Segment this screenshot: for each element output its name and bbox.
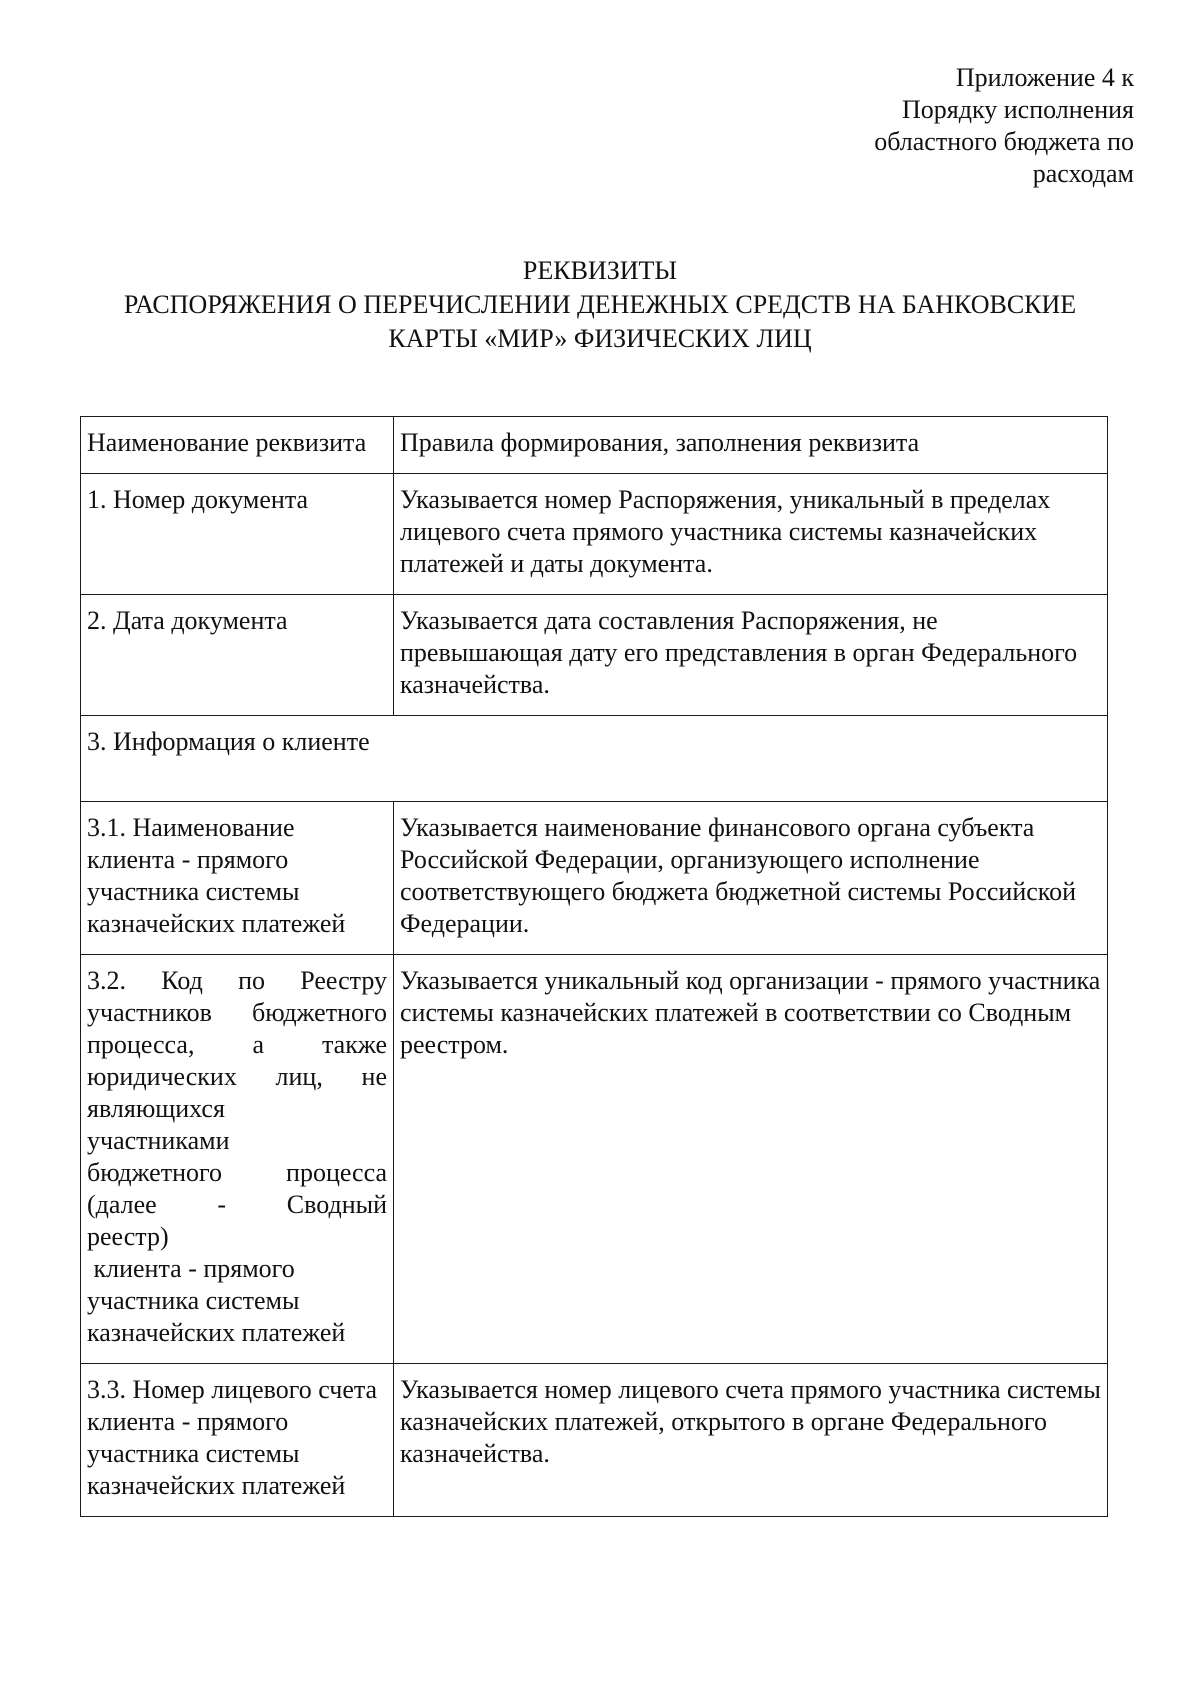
table-row — [81, 955, 1108, 1364]
requisite-name: 3.3. Номер лицевого счета клиента - прямого участника системы казначейских платежей — [81, 1364, 394, 1517]
name-line: бюджетного процесса — [87, 1158, 387, 1187]
title-line: РЕКВИЗИТЫ — [522, 256, 678, 285]
name-line: процесса, а также — [87, 1030, 387, 1059]
appendix-line: областного бюджета по — [874, 127, 1134, 156]
name-line: (далее - Сводный — [87, 1190, 387, 1219]
requisite-rule: Указывается дата составления Распоряжения, не превышающая дату его представления в орган Федерального казначейства. — [394, 595, 1108, 716]
name-line: реестр) — [87, 1222, 169, 1251]
name-line: клиента - прямого — [87, 1254, 295, 1283]
appendix-line: расходам — [1032, 159, 1134, 188]
title-line: КАРТЫ «МИР» ФИЗИЧЕСКИХ ЛИЦ — [388, 324, 812, 353]
requisite-rule: Указывается номер Распоряжения, уникальный в пределах лицевого счета прямого участника системы казначейских платежей и даты документа. — [394, 474, 1108, 595]
table-row — [81, 716, 1108, 802]
appendix-line: Приложение 4 к — [955, 63, 1134, 92]
name-line: участниками — [87, 1126, 230, 1155]
table-row — [81, 595, 1108, 716]
appendix-line: Порядку исполнения — [902, 95, 1134, 124]
name-line: участника системы — [87, 1286, 300, 1315]
table-row — [81, 802, 1108, 955]
document-title — [60, 254, 1140, 356]
requisite-name: 3. Информация о клиенте — [81, 716, 394, 802]
appendix-reference — [874, 62, 1134, 190]
requisite-name: 3.1. Наименование клиента - прямого участника системы казначейских платежей — [81, 802, 394, 955]
requisite-rule: Указывается уникальный код организации - прямого участника системы казначейских платежей в соответствии со Сводным реестром. — [394, 955, 1108, 1364]
requisite-rule: Указывается номер лицевого счета прямого участника системы казначейских платежей, открытого в органе Федерального казначейства. — [394, 1364, 1108, 1517]
table-header-row — [81, 417, 1108, 474]
requisite-name: 2. Дата документа — [81, 595, 394, 716]
name-line: участников бюджетного — [87, 998, 387, 1027]
requisite-name: 1. Номер документа — [81, 474, 394, 595]
requisite-rule: Указывается наименование финансового органа субъекта Российской Федерации, организующего исполнение соответствующего бюджета бюджетной системы Российской Федерации. — [394, 802, 1108, 955]
title-line: РАСПОРЯЖЕНИЯ О ПЕРЕЧИСЛЕНИИ ДЕНЕЖНЫХ СРЕДСТВ НА БАНКОВСКИЕ — [123, 290, 1077, 319]
name-line: казначейских платежей — [87, 1318, 346, 1347]
table-row — [81, 1364, 1108, 1517]
name-line: 3.2. Код по Реестру — [87, 966, 387, 995]
table-row — [81, 474, 1108, 595]
name-line: юридических лиц, не — [87, 1062, 387, 1091]
header-requisite-name: Наименование реквизита — [81, 417, 394, 474]
header-filling-rules: Правила формирования, заполнения реквизита — [394, 417, 1108, 474]
requisite-rule — [394, 716, 1108, 802]
name-line: являющихся — [87, 1094, 225, 1123]
requisites-table — [80, 416, 1108, 1517]
requisite-name-justified — [81, 955, 394, 1364]
